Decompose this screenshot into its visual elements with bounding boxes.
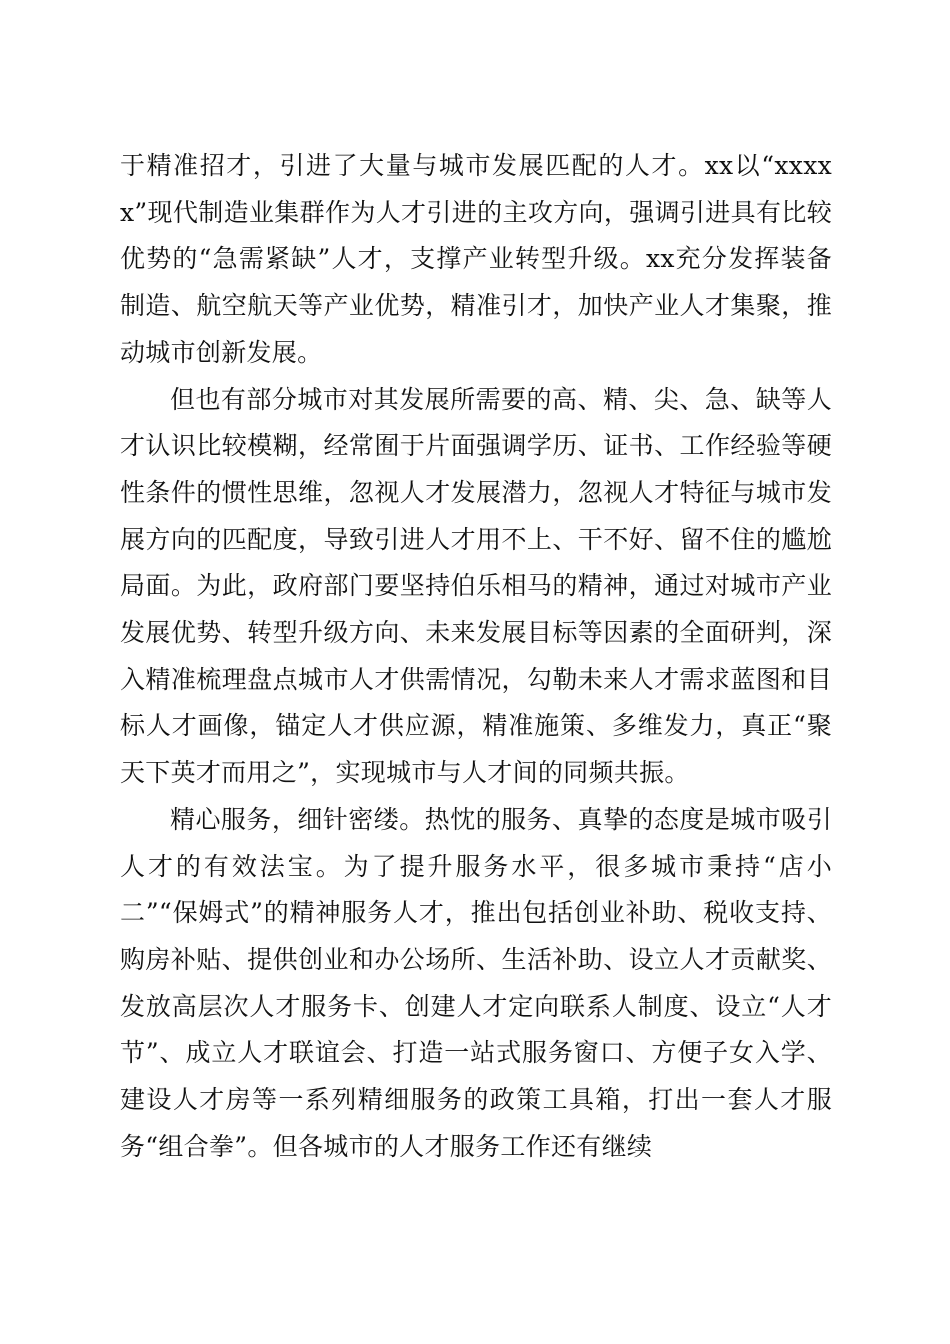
paragraph-attentive-service: 精心服务，细针密缕。热忱的服务、真挚的态度是城市吸引人才的有效法宝。为了提升服务水平，很多城市秉持“店小二”“保姆式”的精神服务人才，推出包括创业补助、税收支持、购房补贴、提供创业和办公场所、生活补助、设立人才贡献奖、发放高层次人才服务卡、创建人才定向联系人制度、设立“人才节”、成立人才联谊会、打造一站式服务窗口、方便子女入学、建设人才房等一系列精细服务的政策工具箱，打出一套人才服务“组合拳”。但各城市的人才服务工作还有继续 bbox=[120, 804, 832, 1161]
paragraph-talent-recognition-issues: 但也有部分城市对其发展所需要的高、精、尖、急、缺等人才认识比较模糊，经常囿于片面强调学历、证书、工作经验等硬性条件的惯性思维，忽视人才发展潜力，忽视人才特征与城市发展方向的匹配度，导致引进人才用不上、干不好、留不住的尴尬局面。为此，政府部门要坚持伯乐相马的精神，通过对城市产业发展优势、转型升级方向、未来发展目标等因素的全面研判，深入精准梳理盘点城市人才供需情况，勾勒未来人才需求蓝图和目标人才画像，锚定人才供应源，精准施策、多维发力，真正“聚天下英才而用之”，实现城市与人才间的同频共振。 bbox=[120, 384, 832, 788]
paragraph-talent-attraction-continued: 于精准招才，引进了大量与城市发展匹配的人才。xx以“xxxxx”现代制造业集群作为人才引进的主攻方向，强调引进具有比较优势的“急需紧缺”人才，支撑产业转型升级。xx充分发挥装备制造、航空航天等产业优势，精准引才，加快产业人才集聚，推动城市创新发展。 bbox=[120, 151, 832, 367]
document-body bbox=[120, 143, 832, 1170]
